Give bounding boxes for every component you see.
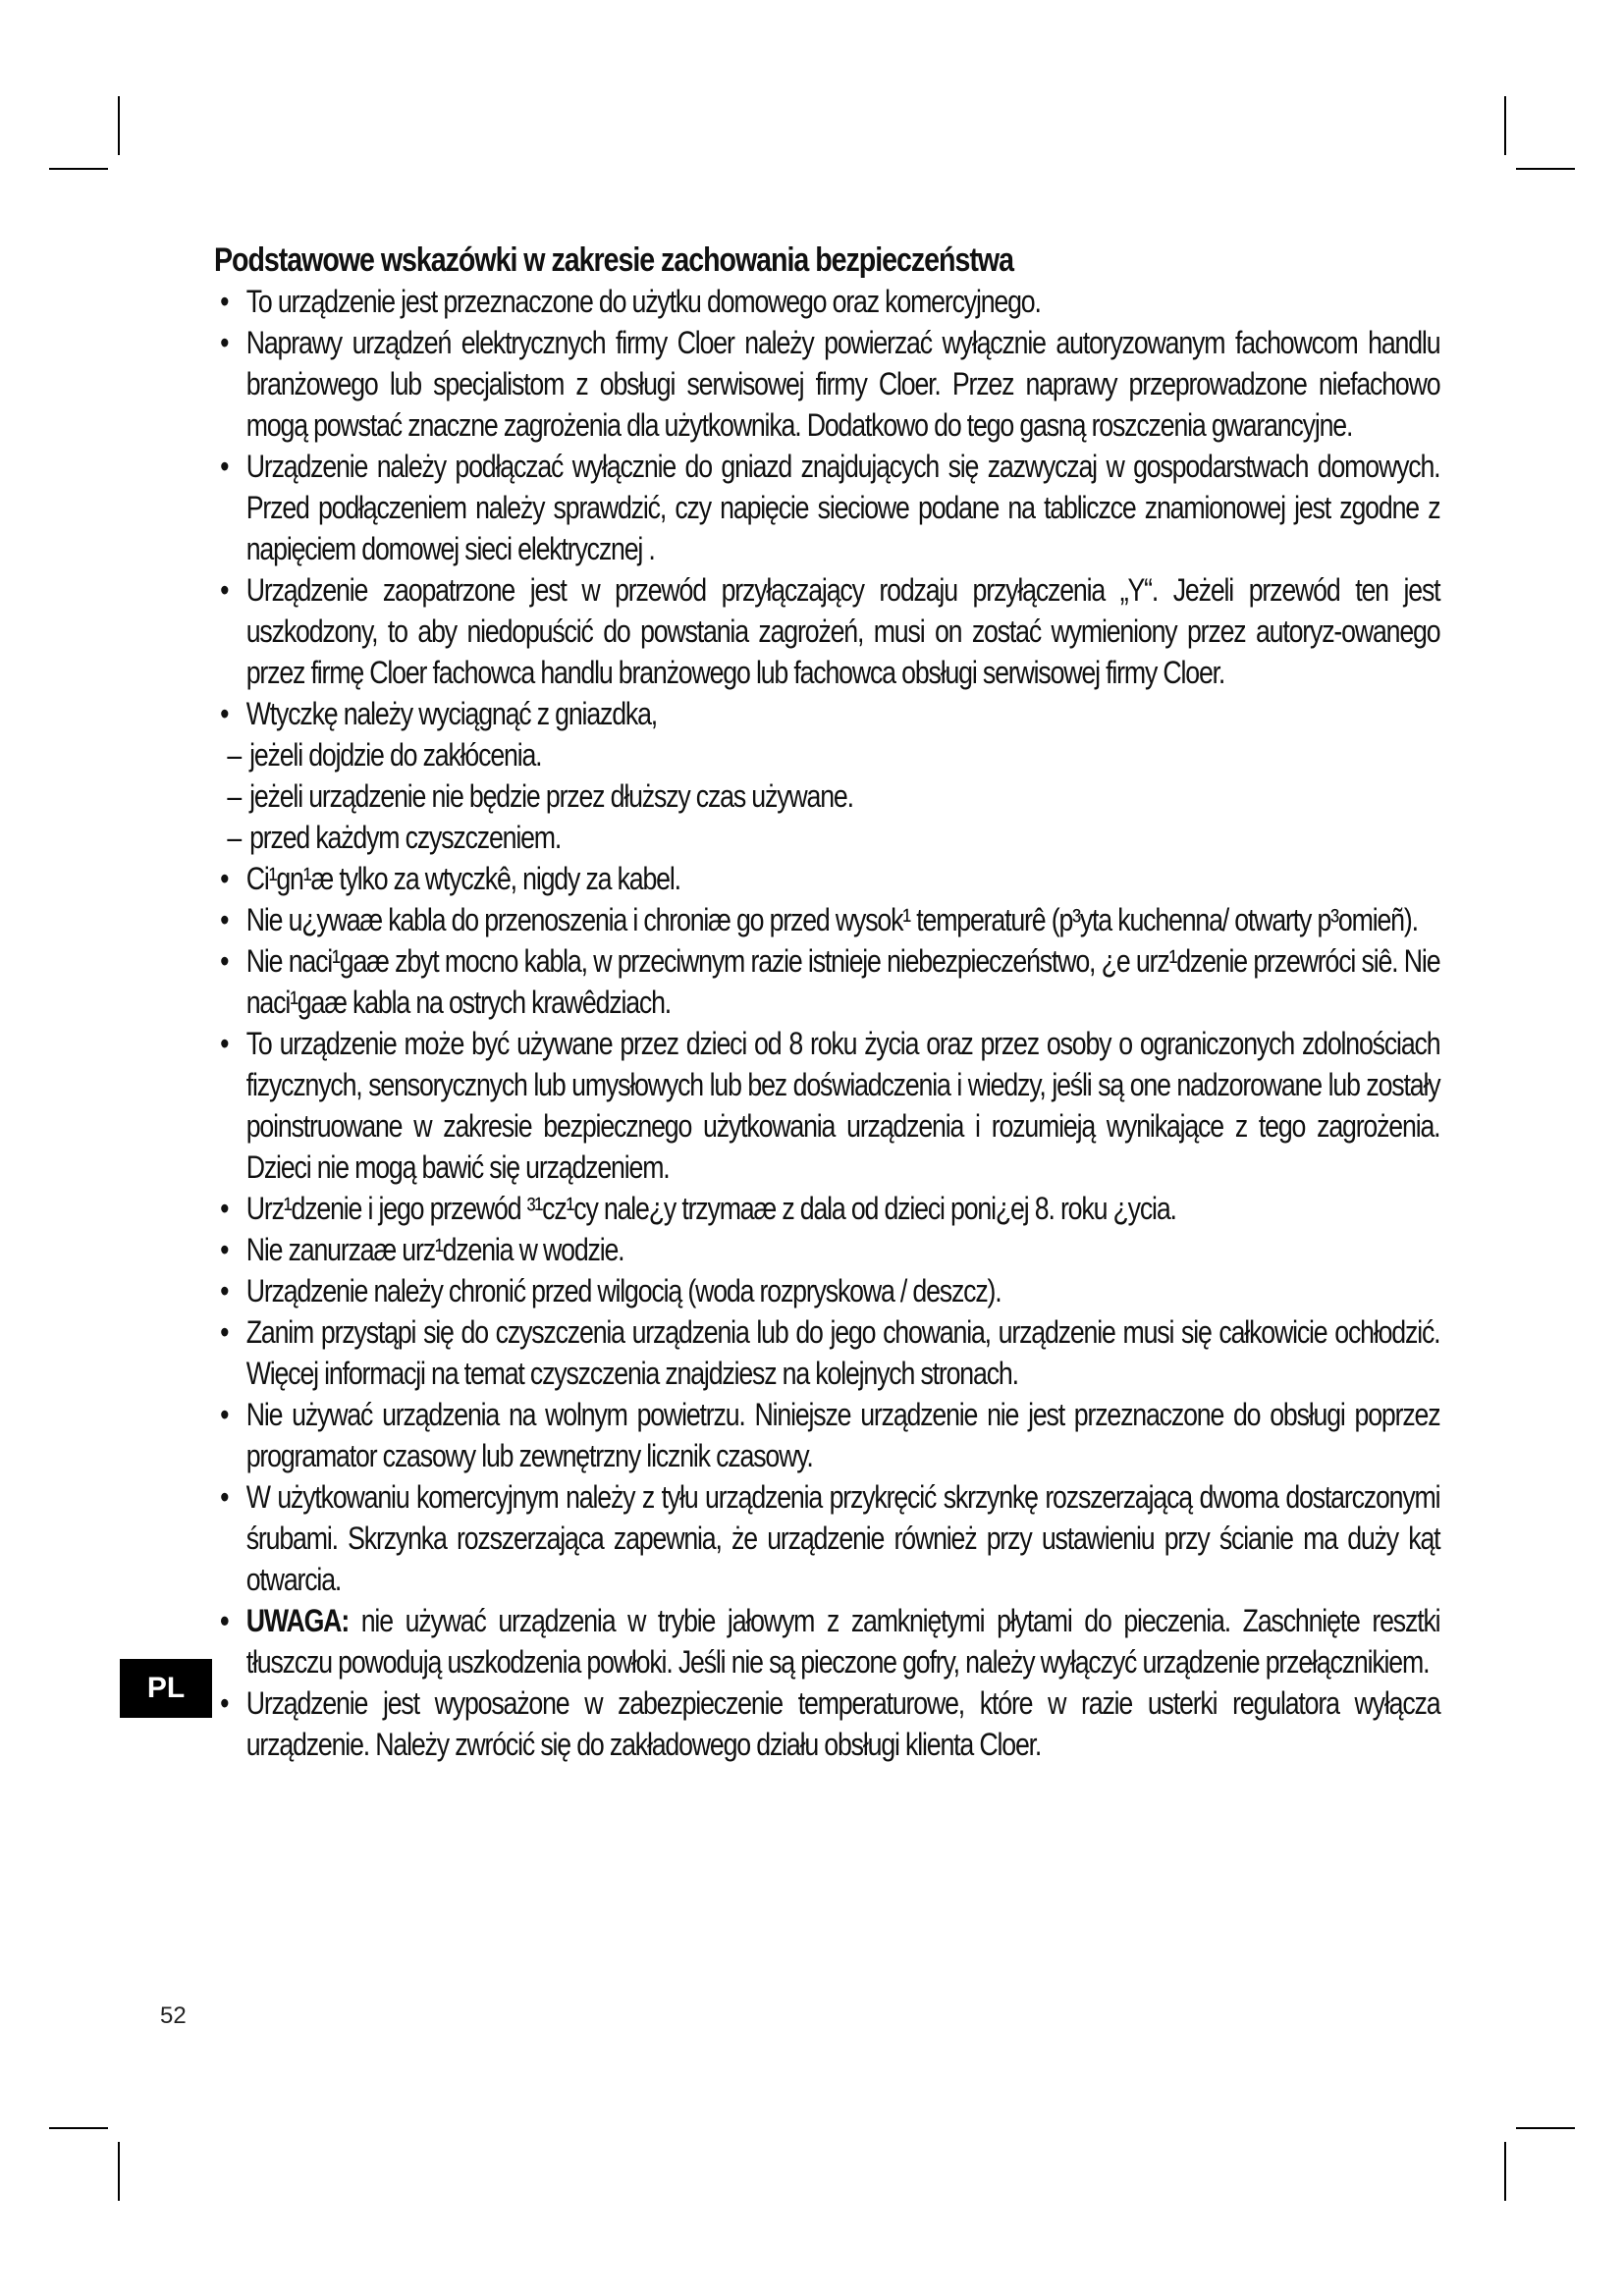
list-item-text: Urządzenie należy podłączać wyłącznie do gniazd znajdujących się zazwyczaj w gospodarstwach domowych. Przed podłączeniem należy sprawdzić, czy napięcie sieciowe podane na tabliczce znamionowej jest zgodne z napięciem domowej sieci elektrycznej . bbox=[245, 449, 1440, 566]
list-item-text: W użytkowaniu komercyjnym należy z tyłu urządzenia przykręcić skrzynkę rozszerzającą dwoma dostarczonymi śrubami. Skrzynka rozszerzająca zapewnia, że urządzenie również przy ustawieniu przy ścianie ma duży kąt otwarcia. bbox=[245, 1479, 1440, 1597]
bullet-marker: • bbox=[220, 902, 229, 937]
bullet-marker: • bbox=[220, 449, 229, 484]
crop-mark-bottom-right-horizontal bbox=[1516, 2127, 1575, 2129]
bullet-marker: • bbox=[220, 696, 229, 731]
list-item bbox=[210, 858, 1439, 899]
sub-list-item bbox=[210, 734, 1439, 775]
bullet-marker: • bbox=[220, 1685, 229, 1721]
list-item bbox=[210, 1270, 1439, 1311]
list-item bbox=[210, 1311, 1439, 1394]
sub-list-item bbox=[210, 817, 1439, 858]
safety-list-wrapper bbox=[210, 281, 1439, 1765]
bullet-marker: • bbox=[220, 1314, 229, 1350]
list-item-text: Ci¹gn¹æ tylko za wtyczkê, nigdy za kabel. bbox=[245, 861, 680, 896]
crop-mark-top-left-vertical bbox=[118, 96, 120, 155]
list-item-text: Wtyczkę należy wyciągnąć z gniazdka, bbox=[245, 696, 658, 731]
sub-list-item bbox=[210, 775, 1439, 817]
list-item bbox=[210, 1229, 1439, 1270]
dash-marker: – bbox=[227, 737, 242, 773]
list-item-text: Urządzenie zaopatrzone jest w przewód przyłączający rodzaju przyłączenia „Y“. Jeżeli przewód ten jest uszkodzony, to aby niedopuścić do powstania zagrożeń, musi on zostać wymieniony przez autoryz-owanego przez firmę Cloer fachowca handlu branżowego lub fachowca obsługi serwisowej firmy Cloer. bbox=[245, 572, 1440, 690]
bullet-marker: • bbox=[220, 861, 229, 896]
list-item-text: To urządzenie jest przeznaczone do użytku domowego oraz komercyjnego. bbox=[245, 284, 1041, 319]
bullet-marker: • bbox=[220, 1479, 229, 1515]
warning-label: UWAGA: bbox=[245, 1603, 350, 1638]
bullet-marker: • bbox=[220, 572, 229, 608]
list-item bbox=[210, 1600, 1439, 1682]
crop-mark-top-left-horizontal bbox=[49, 168, 108, 170]
dash-marker: – bbox=[227, 778, 242, 814]
list-item bbox=[210, 322, 1439, 446]
list-item-text: Nie u¿ywaæ kabla do przenoszenia i chroniæ go przed wysok¹ temperaturê (p³yta kuchenna/ otwarty p³omieñ). bbox=[245, 902, 1418, 937]
list-item bbox=[210, 693, 1439, 734]
dash-marker: – bbox=[227, 820, 242, 855]
list-item-text: Zanim przystąpi się do czyszczenia urządzenia lub do jego chowania, urządzenie musi się całkowicie ochłodzić. Więcej informacji na temat czyszczenia znajdziesz na kolejnych stronach. bbox=[245, 1314, 1440, 1391]
list-item bbox=[210, 1682, 1439, 1765]
list-item-text: To urządzenie może być używane przez dzieci od 8 roku życia oraz przez osoby o ograniczonych zdolnościach fizycznych, sensorycznych lub umysłowych lub bez doświadczenia i wiedzy, jeśli są one nadzorowane lub zostały poinstruowane w zakresie bezpiecznego użytkowania urządzenia i rozumieją wynikające z tego zagrożenia. Dzieci nie mogą bawić się urządzeniem. bbox=[245, 1026, 1440, 1185]
list-item bbox=[210, 569, 1439, 693]
list-item-text: Nie naci¹gaæ zbyt mocno kabla, w przeciwnym razie istnieje niebezpieczeństwo, ¿e urz¹dzenie przewróci siê. Nie naci¹gaæ kabla na ostrych krawêdziach. bbox=[245, 943, 1440, 1020]
crop-mark-bottom-right-vertical bbox=[1504, 2142, 1506, 2201]
bullet-marker: • bbox=[220, 1026, 229, 1061]
list-item-text: Nie używać urządzenia na wolnym powietrzu. Niniejsze urządzenie nie jest przeznaczone do obsługi poprzez programator czasowy lub zewnętrzny licznik czasowy. bbox=[245, 1397, 1440, 1473]
bullet-marker: • bbox=[220, 1273, 229, 1308]
safety-list bbox=[210, 281, 1439, 1765]
list-item-text: Urz¹dzenie i jego przewód ³¹cz¹cy nale¿y trzymaæ z dala od dzieci poni¿ej 8. roku ¿ycia. bbox=[245, 1191, 1176, 1226]
bullet-marker: • bbox=[220, 284, 229, 319]
list-item-text: jeżeli urządzenie nie będzie przez dłuższy czas używane. bbox=[249, 778, 853, 814]
bullet-marker: • bbox=[220, 1191, 229, 1226]
list-item-text: Naprawy urządzeń elektrycznych firmy Cloer należy powierzać wyłącznie autoryzowanym fachowcom handlu branżowego lub specjalistom z obsługi serwisowej firmy Cloer. Przez naprawy przeprowadzone niefachowo mogą powstać znaczne zagrożenia dla użytkownika. Dodatkowo do tego gasną roszczenia gwarancyjne. bbox=[245, 325, 1440, 443]
list-item-text: przed każdym czyszczeniem. bbox=[249, 820, 562, 855]
list-item-text: Urządzenie jest wyposażone w zabezpieczenie temperaturowe, które w razie usterki regulatora wyłącza urządzenie. Należy zwrócić się do zakładowego działu obsługi klienta Cloer. bbox=[245, 1685, 1440, 1762]
crop-mark-top-right-horizontal bbox=[1516, 168, 1575, 170]
language-tab: PL bbox=[120, 1659, 212, 1718]
list-item-text: Nie zanurzaæ urz¹dzenia w wodzie. bbox=[245, 1232, 624, 1267]
list-item bbox=[210, 1188, 1439, 1229]
bullet-marker: • bbox=[220, 943, 229, 979]
bullet-marker: • bbox=[220, 1397, 229, 1432]
safety-instructions-section bbox=[210, 240, 1439, 1765]
crop-mark-bottom-left-vertical bbox=[118, 2142, 120, 2201]
list-item bbox=[210, 899, 1439, 940]
page-number: 52 bbox=[160, 2002, 187, 2029]
list-item-text: nie używać urządzenia w trybie jałowym z zamkniętymi płytami do pieczenia. Zaschnięte resztki tłuszczu powodują uszkodzenia powłoki. Jeśli nie są pieczone gofry, należy wyłączyć urządzenie przełącznikiem. bbox=[245, 1603, 1440, 1680]
list-item-text: Urządzenie należy chronić przed wilgocią (woda rozpryskowa / deszcz). bbox=[245, 1273, 1001, 1308]
list-item bbox=[210, 1394, 1439, 1476]
crop-mark-bottom-left-horizontal bbox=[49, 2127, 108, 2129]
section-title: Podstawowe wskazówki w zakresie zachowania bezpieczeństwa bbox=[214, 241, 1013, 279]
list-item bbox=[210, 446, 1439, 569]
list-item bbox=[210, 940, 1439, 1023]
list-item-text: jeżeli dojdzie do zakłócenia. bbox=[249, 737, 542, 773]
list-item bbox=[210, 281, 1439, 322]
list-item bbox=[210, 1023, 1439, 1188]
list-item bbox=[210, 1476, 1439, 1600]
bullet-marker: • bbox=[220, 1603, 229, 1638]
bullet-marker: • bbox=[220, 325, 229, 360]
crop-mark-top-right-vertical bbox=[1504, 96, 1506, 155]
bullet-marker: • bbox=[220, 1232, 229, 1267]
